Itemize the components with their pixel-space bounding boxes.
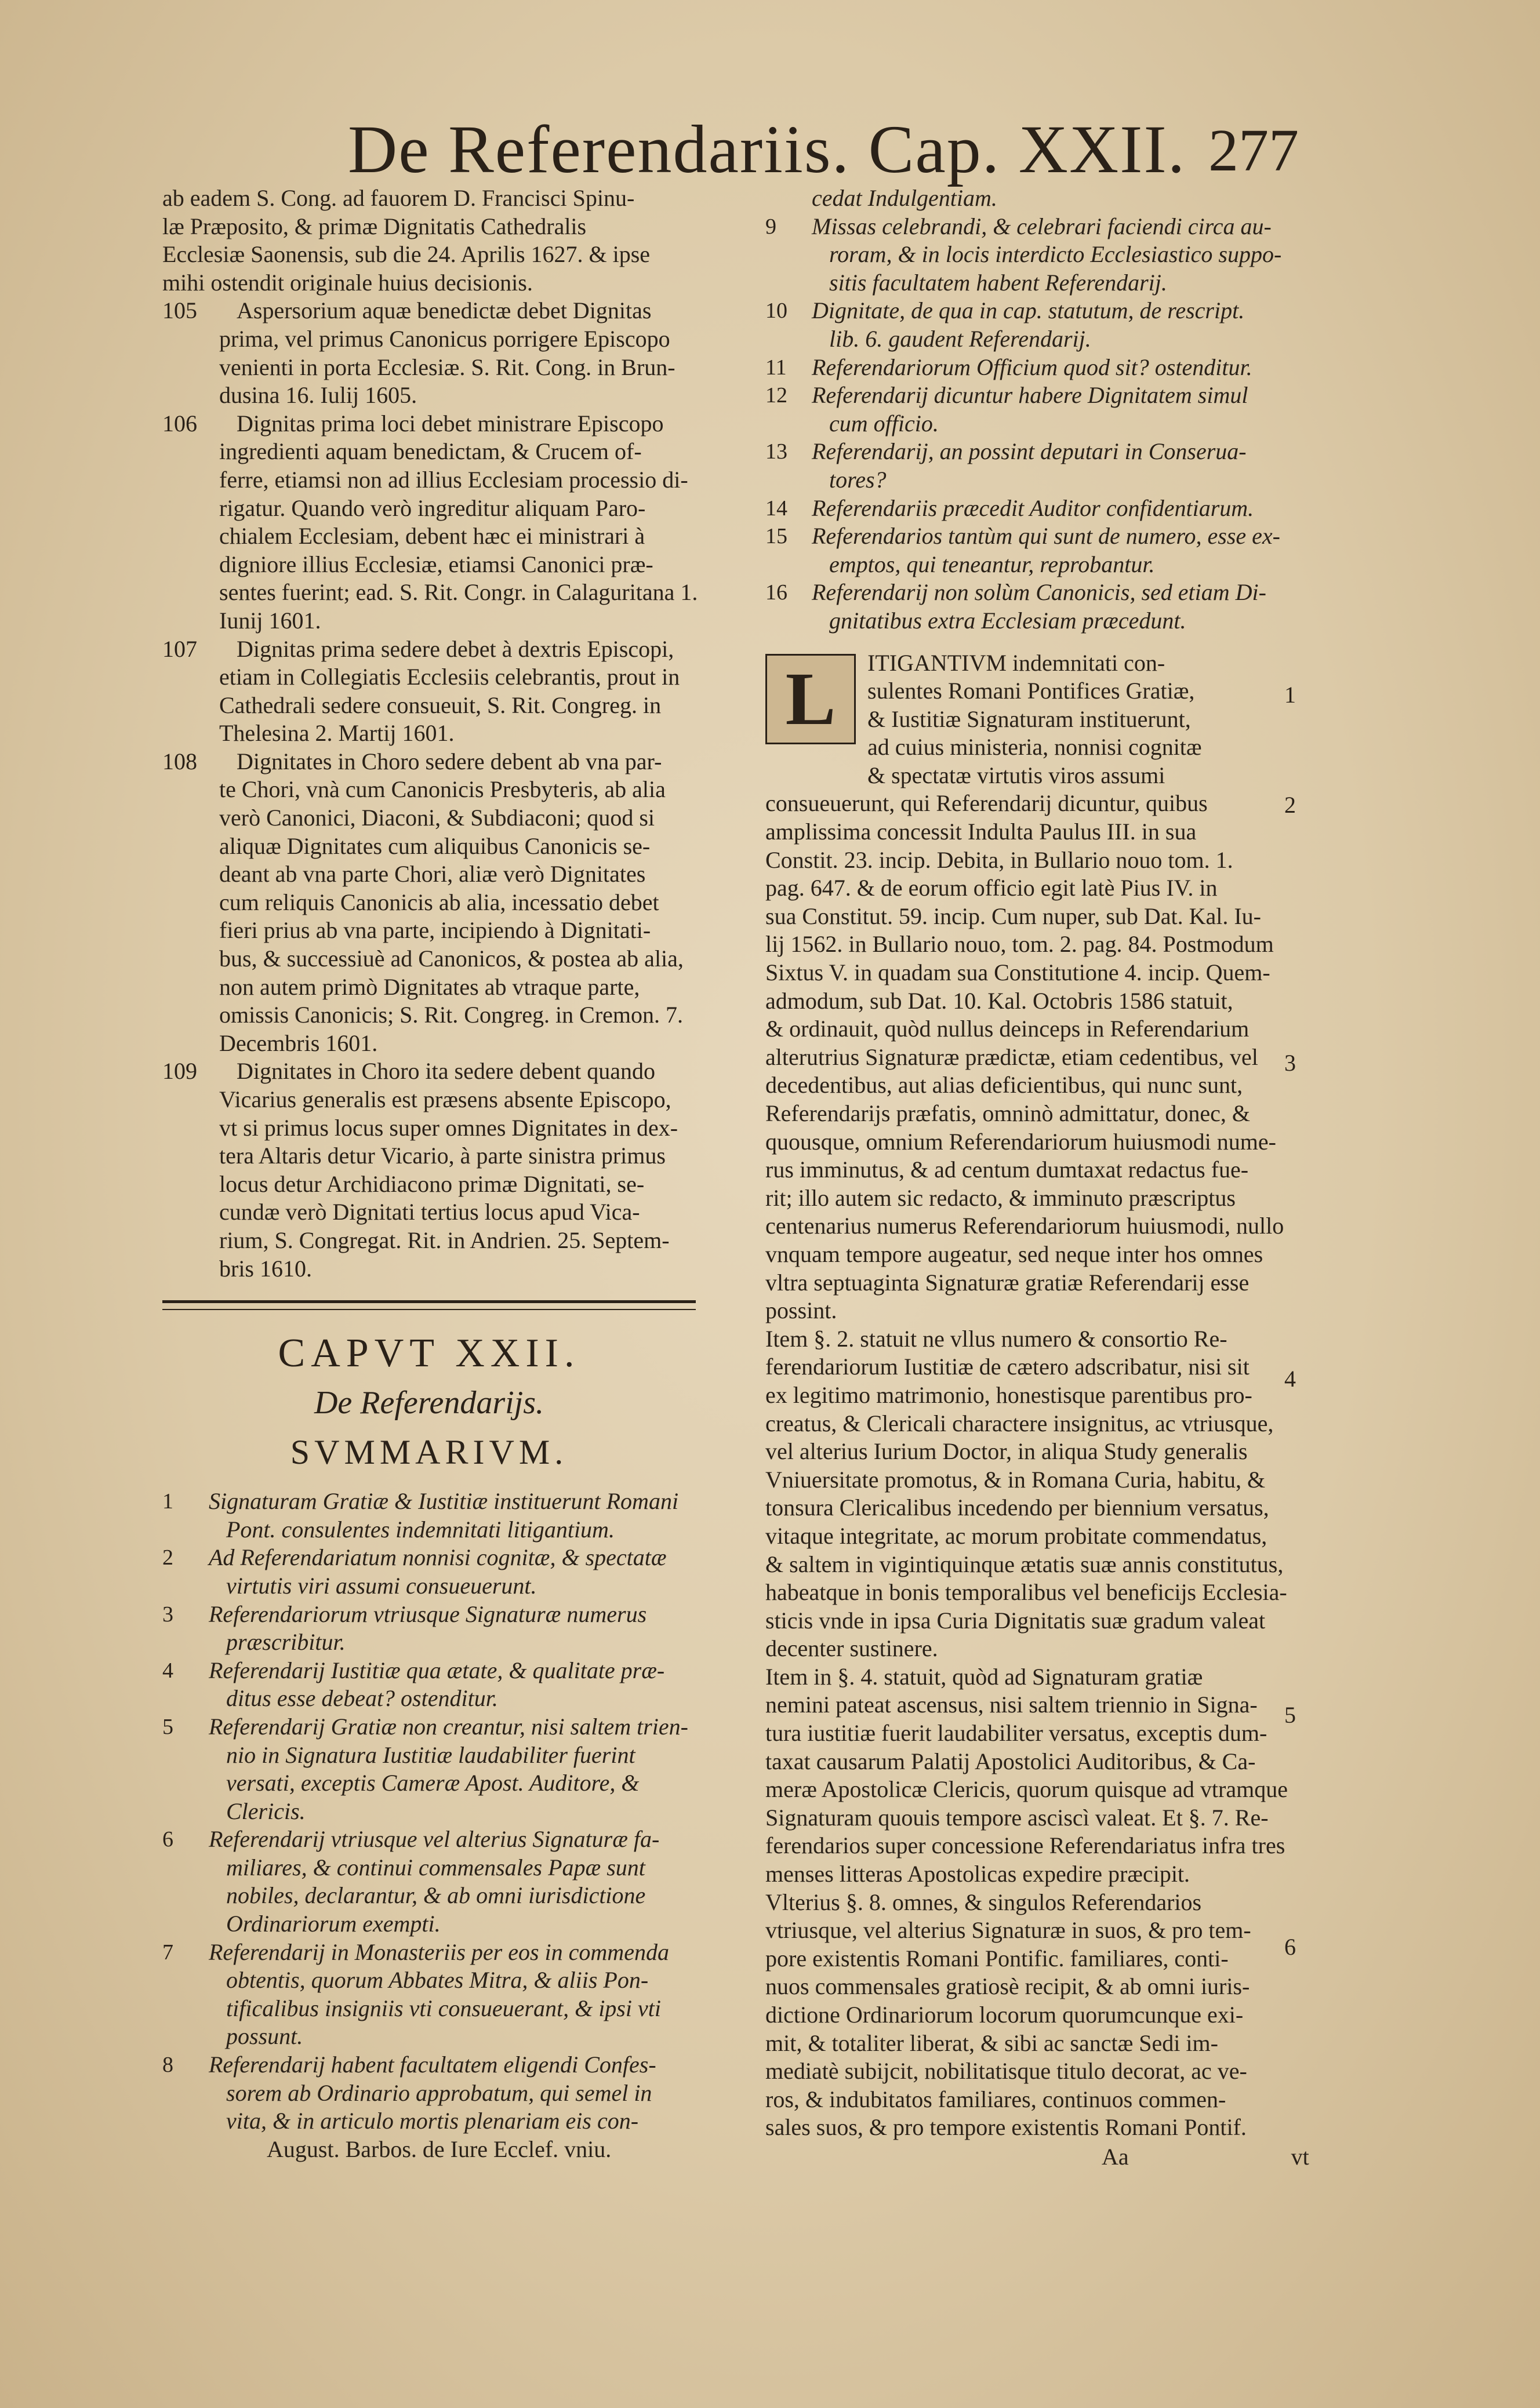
- text-line: omissis Canonicis; S. Rit. Congreg. in Cremon. 7.: [219, 1002, 684, 1028]
- spacer: [765, 635, 1368, 649]
- text-line: ferre, etiamsi non ad illius Ecclesiam processio di-: [219, 466, 688, 493]
- text-line: dusina 16. Iulij 1605.: [219, 382, 417, 409]
- text-line: cum officio.: [829, 410, 939, 437]
- text-line: Referendarij Gratiæ non creantur, nisi saltem trien-: [209, 1713, 688, 1740]
- text-line: decenter sustinere.: [765, 1635, 938, 1662]
- text-line: Ad Referendariatum nonnisi cognitæ, & spectatæ: [209, 1544, 667, 1571]
- summary-number: 9: [765, 214, 776, 239]
- summary-number: 15: [765, 524, 787, 549]
- summary-number: 8: [162, 2053, 173, 2078]
- text-line: Vicarius generalis est præsens absente Episcopo,: [219, 1086, 671, 1112]
- text-line: emptos, qui teneantur, reprobantur.: [829, 551, 1155, 577]
- text-line: dictione Ordinariorum locorum quorumcunque exi-: [765, 2002, 1244, 2028]
- text-line: virtutis viri assumi consueuerunt.: [226, 1572, 537, 1599]
- text-line: centenarius numerus Referendariorum huiusmodi, nullo: [765, 1213, 1284, 1239]
- summary-item: [765, 297, 1368, 353]
- text-line: pore existentis Romani Pontific. familiares, conti-: [765, 1945, 1229, 1971]
- summary-item: [162, 2051, 742, 2136]
- text-line: meræ Apostolicæ Clericis, quorum quisque ad vtramque: [765, 1776, 1288, 1803]
- text-line: sentes fuerint; ead. S. Rit. Congr. in Calaguritana 1.: [219, 579, 698, 606]
- text-line: nemini pateat ascensus, nisi saltem triennio in Signa-: [765, 1692, 1258, 1718]
- summary-item: [162, 1601, 742, 1657]
- text-line: ab eadem S. Cong. ad fauorem D. Francisci Spinu-: [162, 185, 635, 211]
- text-line: fieri prius ab vna parte, incipiendo à Dignitati-: [219, 917, 651, 944]
- dropcap-lines: [765, 649, 1368, 790]
- text-line: tera Altaris detur Vicario, à parte sinistra primus: [219, 1143, 666, 1169]
- text-line: rus imminutus, & ad centum dumtaxat redactus fue-: [765, 1156, 1249, 1183]
- footer-line: August. Barbos. de Iure Ecclef. vniu.: [267, 2136, 612, 2162]
- text-line: Ecclesiæ Saonensis, sub die 24. Aprilis 1627. & ipse: [162, 241, 651, 268]
- text-line: venienti in porta Ecclesiæ. S. Rit. Cong. in Brun-: [219, 354, 675, 380]
- text-line: bris 1610.: [219, 1255, 312, 1282]
- summary-item: [765, 184, 1368, 213]
- text-line: Missas celebrandi, & celebrari faciendi circa au-: [812, 213, 1272, 239]
- summary-item: [162, 1825, 742, 1938]
- summary-number: 3: [162, 1602, 173, 1627]
- summary-number: 13: [765, 439, 787, 464]
- margin-number: 4: [1284, 1366, 1296, 1392]
- text-line: tura iustitiæ fuerit laudabiliter versatus, exceptis dum-: [765, 1720, 1267, 1747]
- text-line: vtriusque, vel alterius Signaturæ in suos, & pro tem-: [765, 1917, 1251, 1944]
- text-line: pag. 647. & de eorum officio egit latè Pius IV. in: [765, 875, 1218, 901]
- text-line: Constit. 23. incip. Debita, in Bullario nouo tom. 1.: [765, 846, 1233, 873]
- entry-number: 106: [162, 410, 197, 437]
- text-line: ferendariorum Iustitiæ de cætero adscribatur, nisi sit: [765, 1354, 1250, 1380]
- text-line: & saltem in vigintiquinque ætatis suæ annis constitutus,: [765, 1551, 1284, 1577]
- text-line: tores?: [829, 466, 887, 493]
- text-line: Signaturam Gratiæ & Iustitiæ instituerunt Romani: [209, 1488, 679, 1515]
- text-line: Referendariis præcedit Auditor confidentiarum.: [812, 494, 1254, 521]
- text-line: ingredienti aquam benedictam, & Crucem of-: [219, 438, 642, 465]
- text-line: versati, exceptis Cameræ Apost. Auditore, &: [226, 1770, 640, 1796]
- right-column: [765, 184, 1368, 2171]
- text-line: Sixtus V. in quadam sua Constitutione 4. incip. Quem-: [765, 959, 1270, 986]
- text-line: Referendarijs præfatis, omninò admittatur, donec, &: [765, 1100, 1250, 1126]
- summary-item: [162, 1938, 742, 2051]
- text-line: obtentis, quorum Abbates Mitra, & aliis Pon-: [226, 1967, 649, 1994]
- text-line: nuos commensales gratiosè recipit, & ab omni iuris-: [765, 1973, 1250, 2000]
- text-line: sticis vnde in ipsa Curia Dignitatis suæ gradum valeat: [765, 1607, 1266, 1634]
- text-line: vltra septuaginta Signaturæ gratiæ Referendarij esse: [765, 1269, 1250, 1296]
- text-line: & spectatæ virtutis viros assumi: [867, 762, 1165, 788]
- text-line: Thelesina 2. Martij 1601.: [219, 720, 455, 747]
- left-column: [162, 184, 742, 2163]
- heading-rule-thin: [162, 1309, 696, 1310]
- text-line: ex legitimo matrimonio, honestisque parentibus pro-: [765, 1381, 1252, 1408]
- summary-number: 1: [162, 1489, 173, 1514]
- summary-number: 14: [765, 496, 787, 521]
- chapter-body: [765, 649, 1368, 2142]
- text-line: decedentibus, aut alias deficientibus, qui nunc sunt,: [765, 1072, 1243, 1098]
- text-line: nobiles, declarantur, & ab omni iurisdictione: [226, 1882, 646, 1909]
- text-line: etiam in Collegiatis Ecclesiis celebrantis, prout in: [219, 664, 680, 690]
- text-line: ros, & indubitatos familiares, continuos commen-: [765, 2086, 1226, 2112]
- summary-item: [765, 522, 1368, 579]
- text-line: Referendarios tantùm qui sunt de numero, esse ex-: [812, 523, 1280, 550]
- text-line: Referendarij vtriusque vel alterius Signaturæ fa-: [209, 1826, 660, 1853]
- text-line: Referendarij, an possint deputari in Conserua-: [812, 438, 1247, 465]
- text-line: ferendarios super concessione Referendariatus infra tres: [765, 1832, 1285, 1859]
- text-line: Dignitas prima sedere debet à dextris Episcopi,: [237, 635, 674, 662]
- summary-number: 16: [765, 580, 787, 605]
- text-line: tificalibus insigniis vti consueuerant, & ipsi vti: [226, 1995, 661, 2021]
- text-line: tonsura Clericalibus incedendo per biennium versatus,: [765, 1494, 1269, 1521]
- signature-mark: Aa: [1102, 2143, 1129, 2170]
- text-line: taxat causarum Palatij Apostolici Auditoribus, & Ca-: [765, 1748, 1256, 1774]
- catchword: vt: [1291, 2143, 1309, 2170]
- text-line: Pont. consulentes indemnitati litigantium.: [226, 1516, 615, 1543]
- text-line: mediatè subijcit, nobilitatisque titulo decorat, ac ve-: [765, 2058, 1247, 2085]
- text-line: sua Constitut. 59. incip. Cum nuper, sub Dat. Kal. Iu-: [765, 903, 1261, 929]
- text-line: mit, & totaliter liberat, & sibi ac sanctæ Sedi im-: [765, 2029, 1218, 2056]
- text-line: Dignitas prima loci debet ministrare Episcopo: [237, 410, 664, 437]
- text-line: vita, & in articulo mortis plenariam eis con-: [226, 2108, 639, 2134]
- summary-number: 2: [162, 1545, 173, 1570]
- text-line: vnquam tempore augeatur, sed neque inter hos omnes: [765, 1241, 1263, 1267]
- summary-item: [162, 1657, 742, 1713]
- text-line: sulentes Romani Pontifices Gratiæ,: [867, 678, 1195, 704]
- text-line: amplissima concessit Indulta Paulus III. in sua: [765, 819, 1197, 845]
- text-line: cedat Indulgentiam.: [812, 185, 997, 211]
- text-line: Referendariorum Officium quod sit? ostenditur.: [812, 354, 1252, 380]
- text-line: Vlterius §. 8. omnes, & singulos Referendarios: [765, 1889, 1202, 1915]
- text-line: Item in §. 4. statuit, quòd ad Signaturam gratiæ: [765, 1663, 1203, 1690]
- text-line: consueuerunt, qui Referendarij dicuntur, quibus: [765, 790, 1208, 817]
- margin-number: 1: [1284, 682, 1296, 708]
- summary-item: [162, 1487, 742, 1544]
- text-line: Vniuersitate promotus, & in Romana Curia, habitu, &: [765, 1466, 1266, 1493]
- margin-number: 2: [1284, 792, 1296, 818]
- summary-item: [765, 438, 1368, 494]
- text-line: deant ab vna parte Chori, aliæ verò Dignitates: [219, 861, 646, 887]
- numbered-entry: [162, 297, 742, 409]
- text-line: te Chori, vnà cum Canonicis Presbyteris, ab alia: [219, 776, 666, 803]
- summary-list-continued: [765, 184, 1368, 635]
- summary-number: 11: [765, 355, 787, 380]
- text-line: Referendarij non solùm Canonicis, sed etiam Di-: [812, 579, 1266, 606]
- entry-number: 107: [162, 635, 197, 662]
- text-line: lij 1562. in Bullario nouo, tom. 2. pag. 84. Postmodum: [765, 931, 1274, 958]
- text-line: vt si primus locus super omnes Dignitates in dex-: [219, 1114, 678, 1141]
- text-line: nio in Signatura Iustitiæ laudabiliter fuerint: [226, 1741, 635, 1768]
- text-line: possint.: [765, 1297, 837, 1324]
- entry-number: 105: [162, 297, 197, 324]
- text-line: Dignitate, de qua in cap. statutum, de rescript.: [812, 297, 1245, 324]
- text-line: Item §. 2. statuit ne vllus numero & consortio Re-: [765, 1325, 1227, 1352]
- text-line: prima, vel primus Canonicus porrigere Episcopo: [219, 325, 670, 352]
- text-line: sales suos, & pro tempore existentis Romani Pontif.: [765, 2114, 1247, 2141]
- text-line: Clericis.: [226, 1798, 306, 1824]
- summary-number: 4: [162, 1658, 173, 1683]
- text-line: Referendarij Iustitiæ qua ætate, & qualitate præ-: [209, 1657, 665, 1683]
- text-line: gnitatibus extra Ecclesiam præcedunt.: [829, 607, 1186, 634]
- summary-item: [765, 354, 1368, 382]
- summary-item: [765, 579, 1368, 635]
- summary-number: 10: [765, 299, 787, 323]
- text-line: admodum, sub Dat. 10. Kal. Octobris 1586 statuit,: [765, 987, 1233, 1014]
- entry-number: 108: [162, 748, 197, 774]
- text-line: aliquæ Dignitates cum aliquibus Canonicis se-: [219, 832, 651, 859]
- text-line: ITIGANTIVM indemnitati con-: [867, 649, 1165, 676]
- text-line: rigatur. Quando verò ingreditur aliquam Paro-: [219, 494, 646, 521]
- text-line: habeatque in bonis temporalibus vel beneficijs Ecclesia-: [765, 1579, 1287, 1606]
- text-line: Aspersorium aquæ benedictæ debet Dignitas: [237, 297, 652, 324]
- entry-number: 109: [162, 1058, 197, 1085]
- text-line: Referendarij dicuntur habere Dignitatem simul: [812, 382, 1248, 409]
- summary-list: [162, 1487, 742, 2136]
- numbered-entries: [162, 297, 742, 1283]
- text-line: creatus, & Clericali charactere insignitus, ac vtriusque,: [765, 1410, 1274, 1436]
- text-line: rium, S. Congregat. Rit. in Andrien. 25. Septem-: [219, 1227, 670, 1253]
- text-line: & ordinauit, quòd nullus deinceps in Referendarium: [765, 1016, 1250, 1042]
- running-title: De Referendariis. Cap. XXII.: [348, 111, 1186, 187]
- numbered-entry: [162, 635, 742, 748]
- text-line: roram, & in locis interdicto Ecclesiastico suppo-: [829, 241, 1282, 268]
- text-line: ditus esse debeat? ostenditur.: [226, 1685, 498, 1712]
- text-line: alterutrius Signaturæ prædictæ, etiam cedentibus, vel: [765, 1043, 1258, 1070]
- text-line: digniore illius Ecclesiæ, etiamsi Canonici præ-: [219, 551, 653, 577]
- chapter-heading: CAPVT XXII.: [278, 1331, 580, 1376]
- text-line: Cathedrali sedere consueuit, S. Rit. Congreg. in: [219, 692, 662, 718]
- footer-marks: [765, 2143, 1368, 2171]
- text-line: Dignitates in Choro ita sedere debent quando: [237, 1058, 656, 1085]
- text-line: menses litteras Apostolicas expedire præcipit.: [765, 1861, 1190, 1887]
- heading-rule: [162, 1300, 696, 1303]
- text-line: cundæ verò Dignitati tertius locus apud Vica-: [219, 1199, 640, 1225]
- text-line: Signaturam quouis tempore asciscì valeat. Et §. 7. Re-: [765, 1804, 1269, 1831]
- text-line: vitaque integritate, ac morum probitate commendatus,: [765, 1522, 1267, 1549]
- text-line: Referendarij habent facultatem eligendi Confes-: [209, 2051, 656, 2078]
- text-line: Ordinariorum exempti.: [226, 1911, 441, 1937]
- text-line: bus, & successiuè ad Canonicos, & postea ab alia,: [219, 945, 684, 972]
- margin-number: 5: [1284, 1702, 1296, 1728]
- summary-number: 12: [765, 383, 787, 408]
- text-line: lib. 6. gaudent Referendarij.: [829, 325, 1091, 352]
- summary-item: [765, 213, 1368, 297]
- summary-heading: SVMMARIVM.: [290, 1433, 568, 1472]
- numbered-entry: [162, 1057, 742, 1283]
- text-line: possunt.: [226, 2023, 303, 2050]
- summary-number: 5: [162, 1714, 173, 1739]
- summary-item: [765, 381, 1368, 438]
- text-line: Dignitates in Choro sedere debent ab vna par-: [237, 748, 662, 774]
- text-line: Iunij 1601.: [219, 607, 321, 634]
- body-text: [765, 790, 1368, 2142]
- page-number: 277: [1208, 117, 1299, 184]
- decorated-initial: L: [765, 654, 856, 744]
- margin-number: 3: [1284, 1050, 1296, 1076]
- text-line: Referendarij in Monasteriis per eos in commenda: [209, 1938, 669, 1965]
- text-line: locus detur Archidiacono primæ Dignitati, se-: [219, 1170, 645, 1197]
- summary-item: [162, 1713, 742, 1825]
- text-line: sorem ab Ordinario approbatum, qui semel in: [226, 2079, 652, 2106]
- numbered-entry: [162, 410, 742, 635]
- text-line: miliares, & continui commensales Papæ sunt: [226, 1854, 645, 1880]
- text-line: quousque, omnium Referendariorum huiusmodi nume-: [765, 1128, 1276, 1155]
- numbered-entry: [162, 748, 742, 1058]
- summary-number: 7: [162, 1940, 173, 1965]
- text-line: Referendariorum vtriusque Signaturæ numerus: [209, 1601, 647, 1627]
- text-line: chialem Ecclesiam, debent hæc ei ministrari à: [219, 523, 645, 550]
- margin-number: 6: [1284, 1934, 1296, 1960]
- text-line: Decembris 1601.: [219, 1030, 378, 1056]
- text-line: non autem primò Dignitates ab vtraque parte,: [219, 973, 640, 1000]
- text-line: ad cuius ministeria, nonnisi cognitæ: [867, 734, 1202, 761]
- text-line: verò Canonici, Diaconi, & Subdiaconi; quod si: [219, 805, 655, 831]
- text-line: rit; illo autem sic redacto, & imminuto præscriptus: [765, 1184, 1236, 1211]
- intro-paragraph: [162, 184, 742, 297]
- text-line: præscribitur.: [226, 1629, 346, 1656]
- summary-item: [765, 494, 1368, 523]
- text-line: sitis facultatem habent Referendarij.: [829, 269, 1167, 296]
- text-line: vel alterius Iurium Doctor, in aliqua Study generalis: [765, 1438, 1248, 1465]
- text-line: mihi ostendit originale huius decisionis.: [162, 269, 533, 296]
- text-line: & Iustitiæ Signaturam instituerunt,: [867, 705, 1191, 732]
- summary-number: 6: [162, 1827, 173, 1852]
- text-line: læ Præposito, & primæ Dignitatis Cathedralis: [162, 213, 587, 239]
- chapter-subtitle: De Referendarijs.: [314, 1385, 544, 1421]
- text-line: cum reliquis Canonicis ab alia, incessatio debet: [219, 889, 659, 915]
- summary-item: [162, 1544, 742, 1600]
